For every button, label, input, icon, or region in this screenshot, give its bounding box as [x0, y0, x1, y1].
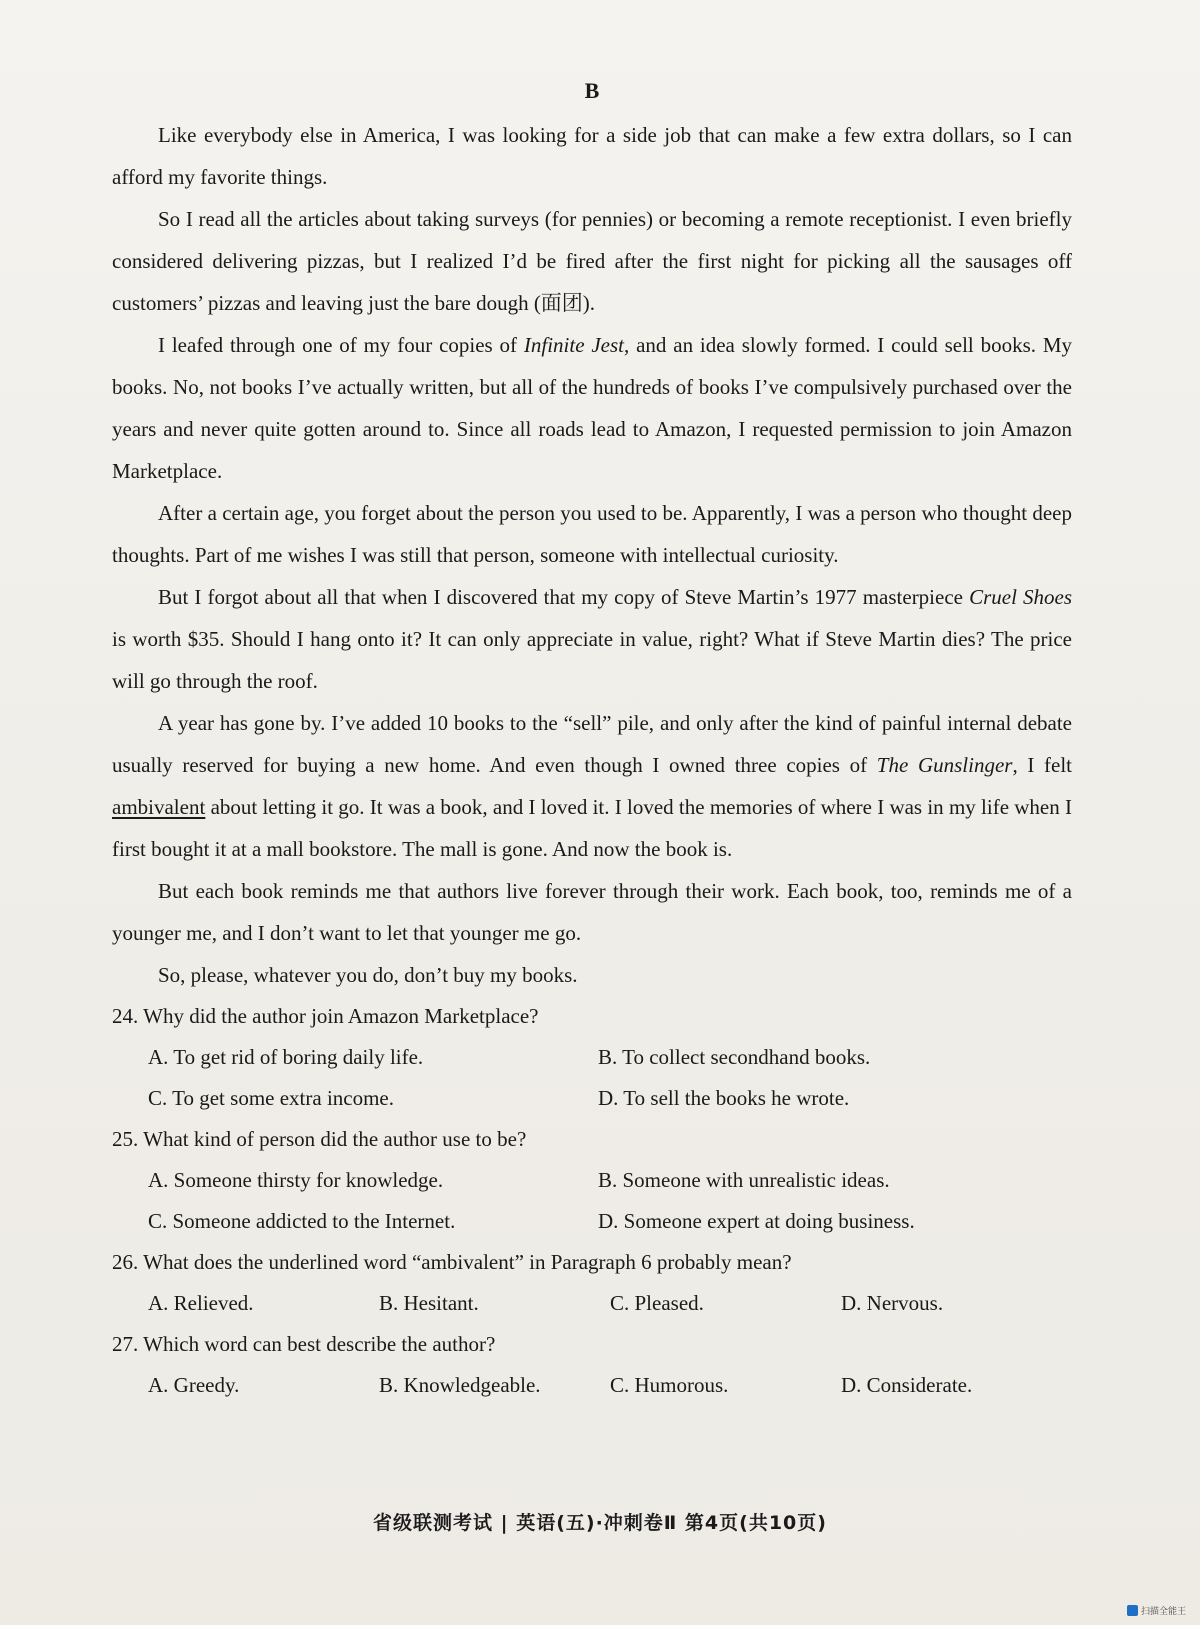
option-a: A. Greedy.	[148, 1373, 240, 1397]
paragraph-5	[112, 576, 1072, 702]
paragraph-3-text-b: , and an idea slowly formed. I could sell books. My books. No, not books I’ve actually written, but all of the hundreds of books I’ve compulsively purchased over the years and never quite gotten around to. Since all roads lead to Amazon, I requested permission to join Amazon Marketplace.	[112, 333, 1072, 483]
paragraph-1: Like everybody else in America, I was looking for a side job that can make a few extra dollars, so I can afford my favorite things.	[112, 123, 1072, 189]
option-c: C. Pleased.	[610, 1291, 704, 1315]
paragraph-7: But each book reminds me that authors live forever through their work. Each book, too, reminds me of a younger me, and I don’t want to let that younger me go.	[112, 879, 1072, 945]
question-stem: 27. Which word can best describe the author?	[112, 1332, 496, 1356]
option-b: B. Knowledgeable.	[379, 1373, 541, 1397]
option-b: B. Hesitant.	[379, 1291, 479, 1315]
paragraph-5-text-b: is worth $35. Should I hang onto it? It can only appreciate in value, right? What if Steve Martin dies? The price will go through the roof.	[112, 627, 1072, 693]
option-b: B. Someone with unrealistic ideas.	[598, 1168, 890, 1192]
book-title-the-gunslinger: The Gunslinger	[876, 753, 1013, 777]
paragraph-3-text-a: I leafed through one of my four copies of	[158, 333, 524, 357]
paragraph-6	[112, 702, 1072, 870]
paragraph-6-text-b: , I felt	[1012, 753, 1073, 777]
question-stem: 24. Why did the author join Amazon Marketplace?	[112, 1004, 539, 1028]
scanner-brand-label: 扫描全能王	[1140, 1607, 1186, 1617]
reading-passage-b	[112, 70, 1072, 1406]
option-a: A. Relieved.	[148, 1291, 254, 1315]
question-options	[112, 1037, 1072, 1119]
underlined-word: ambivalent	[112, 795, 206, 819]
option-d: D. To sell the books he wrote.	[598, 1086, 850, 1110]
question-stem: 26. What does the underlined word “ambivalent” in Paragraph 6 probably mean?	[112, 1250, 792, 1274]
paragraph-2: So I read all the articles about taking surveys (for pennies) or becoming a remote receptionist. I even briefly considered delivering pizzas, but I realized I’d be fired after the first night for picking all the sausages off customers’ pizzas and leaving just the bare dough (面团).	[112, 207, 1072, 315]
scanner-logo-icon	[1127, 1605, 1138, 1616]
option-d: D. Considerate.	[841, 1373, 973, 1397]
option-c: C. Humorous.	[610, 1373, 729, 1397]
book-title-cruel-shoes: Cruel Shoes	[969, 585, 1072, 609]
option-a: A. Someone thirsty for knowledge.	[148, 1168, 444, 1192]
question-27	[112, 1324, 1072, 1406]
question-26	[112, 1242, 1072, 1324]
option-b: B. To collect secondhand books.	[598, 1045, 871, 1069]
paragraph-4: After a certain age, you forget about the person you used to be. Apparently, I was a person who thought deep thoughts. Part of me wishes I was still that person, someone with intellectual curiosity.	[112, 501, 1072, 567]
option-c: C. Someone addicted to the Internet.	[148, 1209, 456, 1233]
book-title-infinite-jest: Infinite Jest	[523, 333, 625, 357]
section-title: B	[584, 78, 600, 103]
paragraph-6-text-c: about letting it go. It was a book, and I loved it. I loved the memories of where I was in my life when I first bought it at a mall bookstore. The mall is gone. And now the book is.	[112, 795, 1072, 861]
option-a: A. To get rid of boring daily life.	[148, 1045, 424, 1069]
question-options	[112, 1283, 1072, 1324]
question-stem: 25. What kind of person did the author use to be?	[112, 1127, 527, 1151]
paragraph-3	[112, 324, 1072, 492]
question-24	[112, 996, 1072, 1119]
paragraph-6-text-a: A year has gone by. I’ve added 10 books to the “sell” pile, and only after the kind of painful internal debate usually reserved for buying a new home. And even though I owned three copies of	[112, 711, 1072, 777]
question-options	[112, 1160, 1072, 1242]
page-footer: 省级联测考试 | 英语(五)·冲刺卷Ⅱ 第4页(共10页)	[373, 1512, 827, 1534]
option-d: D. Someone expert at doing business.	[598, 1209, 915, 1233]
paragraph-5-text-a: But I forgot about all that when I discovered that my copy of Steve Martin’s 1977 masterpiece	[158, 585, 970, 609]
option-d: D. Nervous.	[841, 1291, 944, 1315]
question-options	[112, 1365, 1072, 1406]
paragraph-8: So, please, whatever you do, don’t buy my books.	[158, 963, 578, 987]
scanner-watermark	[1127, 1604, 1186, 1617]
option-c: C. To get some extra income.	[148, 1086, 395, 1110]
question-25	[112, 1119, 1072, 1242]
